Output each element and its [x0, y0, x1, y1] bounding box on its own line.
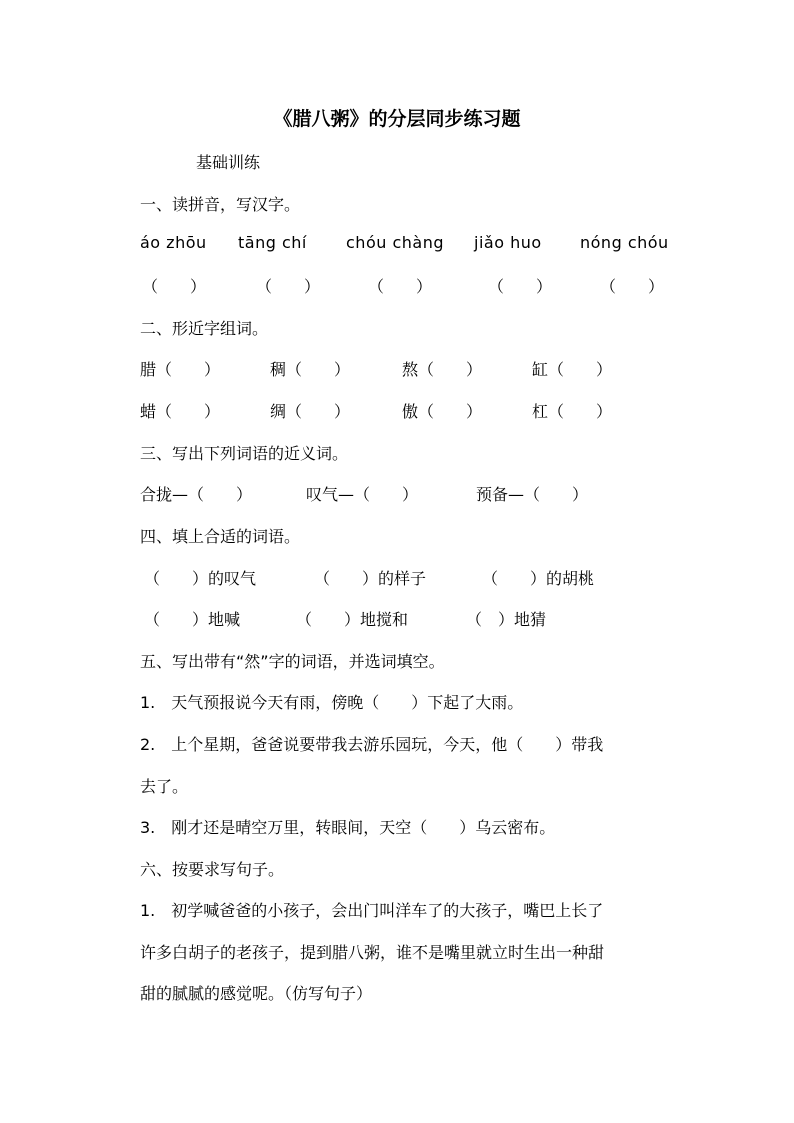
- answer-blank[interactable]: （ ）: [142, 277, 207, 296]
- word-group-item[interactable]: 稠（ ）: [270, 360, 351, 379]
- question-text: 许多白胡子的老孩子，提到腊八粥，谁不是嘴里就立时生出一种甜: [140, 943, 605, 962]
- section3-heading: 三、写出下列词语的近义词。: [140, 444, 349, 463]
- question-text: 1. 天气预报说今天有雨，傍晚（ ）下起了大雨。: [140, 693, 524, 712]
- section2-heading: 二、形近字组词。: [140, 319, 269, 338]
- section5-heading: 五、写出带有“然”字的词语，并选词填空。: [140, 652, 445, 671]
- pinyin-item: áo zhōu: [140, 233, 207, 252]
- pinyin-item: nóng chóu: [580, 233, 669, 252]
- question-text: 3. 刚才还是晴空万里，转眼间，天空（ ）乌云密布。: [140, 818, 556, 837]
- question-text: 1. 初学喊爸爸的小孩子，会出门叫洋车了的大孩子，嘴巴上长了: [140, 901, 604, 920]
- synonym-item[interactable]: 预备—（ ）: [476, 485, 589, 504]
- word-group-item[interactable]: 缸（ ）: [532, 360, 613, 379]
- fill-phrase-item[interactable]: （ ）的叹气: [144, 569, 257, 588]
- pinyin-item: tāng chí: [238, 233, 307, 252]
- fill-phrase-item[interactable]: （ ）地猜: [466, 610, 547, 629]
- word-group-item[interactable]: 腊（ ）: [140, 360, 221, 379]
- fill-phrase-item[interactable]: （ ）地搅和: [296, 610, 409, 629]
- section4-heading: 四、填上合适的词语。: [140, 527, 301, 546]
- word-group-item[interactable]: 熬（ ）: [402, 360, 483, 379]
- pinyin-item: chóu chàng: [346, 233, 444, 252]
- fill-phrase-item[interactable]: （ ）地喊: [144, 610, 241, 629]
- pinyin-item: jiǎo huo: [474, 233, 542, 252]
- word-group-item[interactable]: 杠（ ）: [532, 402, 613, 421]
- answer-blank[interactable]: （ ）: [488, 277, 553, 296]
- section-subtitle: 基础训练: [196, 153, 261, 172]
- fill-phrase-item[interactable]: （ ）的胡桃: [482, 569, 595, 588]
- answer-blank[interactable]: （ ）: [256, 277, 321, 296]
- word-group-item[interactable]: 傲（ ）: [402, 402, 483, 421]
- question-text: 去了。: [140, 777, 189, 796]
- page-title: 《腊八粥》的分层同步练习题: [273, 108, 521, 130]
- answer-blank[interactable]: （ ）: [368, 277, 433, 296]
- synonym-item[interactable]: 合拢—（ ）: [140, 485, 253, 504]
- question-text: 2. 上个星期，爸爸说要带我去游乐园玩，今天，他（ ）带我: [140, 735, 604, 754]
- fill-phrase-item[interactable]: （ ）的样子: [314, 569, 427, 588]
- section1-heading: 一、读拼音，写汉字。: [140, 195, 301, 214]
- word-group-item[interactable]: 绸（ ）: [270, 402, 351, 421]
- section6-heading: 六、按要求写句子。: [140, 860, 285, 879]
- question-text: 甜的腻腻的感觉呢。（仿写句子）: [140, 984, 373, 1003]
- answer-blank[interactable]: （ ）: [600, 277, 665, 296]
- synonym-item[interactable]: 叹气—（ ）: [306, 485, 419, 504]
- word-group-item[interactable]: 蜡（ ）: [140, 402, 221, 421]
